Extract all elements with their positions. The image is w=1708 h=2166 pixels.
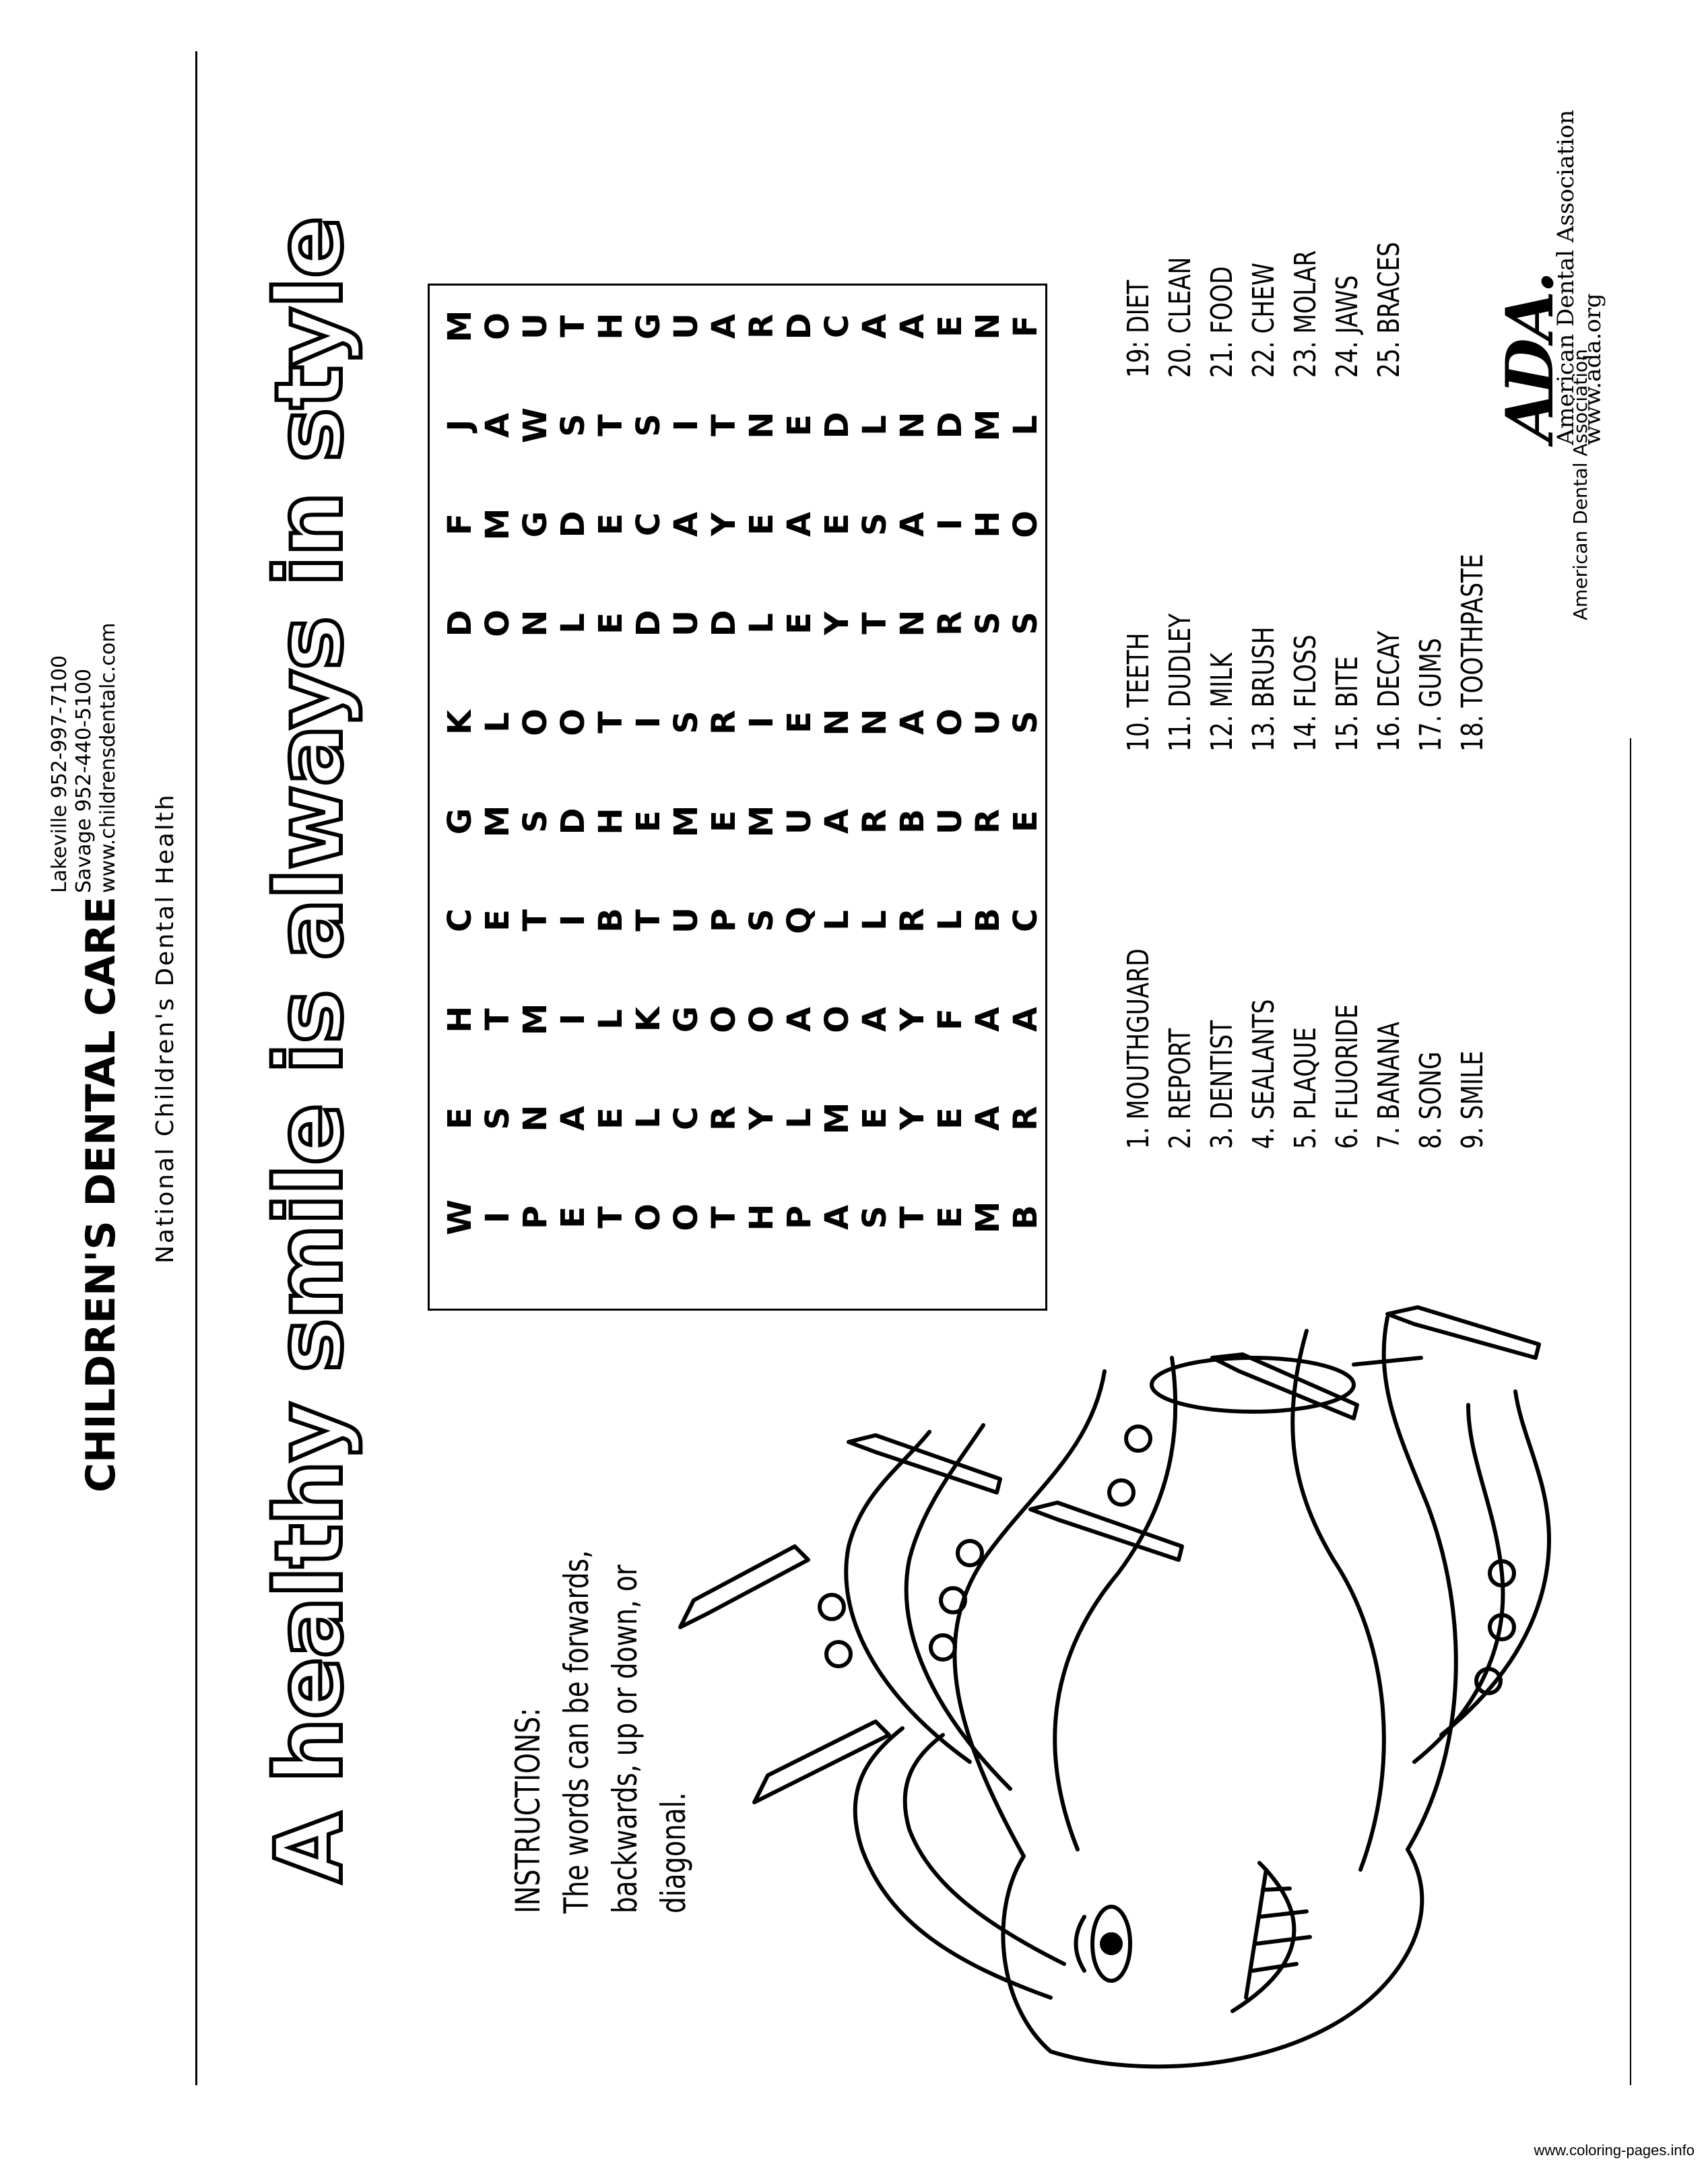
word-list-item: 20. CLEAN xyxy=(1163,257,1197,378)
grid-letter: R xyxy=(931,611,969,636)
grid-letter: S xyxy=(969,612,1007,635)
grid-letter: E xyxy=(856,1107,894,1129)
grid-letter: E xyxy=(931,1107,969,1129)
grid-letter: U xyxy=(931,808,969,834)
grid-letter: H xyxy=(969,511,1007,538)
grid-letter: Y xyxy=(894,1107,931,1130)
word-list-item: 5. PLAQUE xyxy=(1288,1027,1323,1149)
grid-letter: M xyxy=(479,805,517,838)
savage-phone: Savage 952-440-5100 xyxy=(72,668,96,893)
word-list-column-3 xyxy=(1118,242,1410,378)
ada-block xyxy=(1552,110,1606,445)
grid-letter: E xyxy=(592,513,630,535)
magnifier-icon xyxy=(1152,1358,1354,1412)
grid-letter: N xyxy=(517,610,554,637)
grid-letter: U xyxy=(667,313,705,339)
word-list-item: 10. TEETH xyxy=(1121,632,1156,752)
grid-letter: E xyxy=(781,612,818,634)
word-list-item: 19: DIET xyxy=(1121,280,1156,378)
grid-letter: A xyxy=(705,313,743,339)
grid-letter: M xyxy=(441,310,479,343)
grid-letter: F xyxy=(931,1008,969,1030)
grid-letter: Q xyxy=(781,907,818,934)
instructions-heading: INSTRUCTIONS: xyxy=(508,1707,548,1913)
grid-letter: T xyxy=(554,315,592,337)
grid-letter: D xyxy=(554,808,592,835)
grid-letter: L xyxy=(554,613,592,634)
grid-letter: I xyxy=(479,1211,517,1224)
grid-letter: R xyxy=(894,908,931,933)
grid-letter: K xyxy=(441,709,479,735)
grid-letter: R xyxy=(856,809,894,834)
grid-letter: T xyxy=(592,414,630,436)
grid-letter: W xyxy=(517,407,554,443)
grid-letter: I xyxy=(931,518,969,531)
grid-letter: O xyxy=(1007,511,1045,538)
grid-letter: L xyxy=(781,1108,818,1129)
grid-letter: T xyxy=(517,909,554,931)
grid-letter: D xyxy=(630,610,667,637)
grid-letter: A xyxy=(969,1105,1007,1131)
lakeville-phone: Lakeville 952-997-7100 xyxy=(48,655,71,893)
grid-letter: U xyxy=(667,907,705,933)
grid-letter: M xyxy=(969,1201,1007,1234)
clinic-name: CHILDREN'S DENTAL CARE xyxy=(77,896,125,1492)
grid-letter: L xyxy=(630,1108,667,1129)
grid-letter: O xyxy=(667,1204,705,1231)
grid-letter: O xyxy=(479,610,517,637)
ada-url: www.ada.org xyxy=(1579,293,1606,445)
grid-letter: N xyxy=(856,709,894,736)
grid-letter: N xyxy=(743,412,781,439)
grid-letter: G xyxy=(667,1006,705,1033)
grid-letter: U xyxy=(969,709,1007,735)
word-list-item: 22. CHEW xyxy=(1247,263,1281,378)
grid-letter: B xyxy=(1007,1205,1045,1230)
grid-letter: C xyxy=(630,512,667,537)
grid-letter: E xyxy=(818,513,856,535)
grid-letter: N xyxy=(818,709,856,736)
grid-letter: T xyxy=(479,1008,517,1030)
grid-letter: S xyxy=(554,414,592,437)
word-list-item: 4. SEALANTS xyxy=(1247,999,1281,1149)
grid-letter: P xyxy=(517,1205,554,1230)
grid-letter: P xyxy=(781,1205,818,1230)
grid-letter: E xyxy=(1007,810,1045,832)
grid-letter: D xyxy=(931,412,969,439)
word-list-item: 21. FOOD xyxy=(1205,266,1239,378)
word-list-item: 13. BRUSH xyxy=(1247,626,1281,752)
grid-letter: K xyxy=(630,1006,667,1032)
word-list-item: 15. BITE xyxy=(1330,656,1365,752)
grid-letter: L xyxy=(856,415,894,436)
grid-letter: R xyxy=(969,809,1007,834)
grid-letter: H xyxy=(592,808,630,835)
grid-letter: L xyxy=(931,910,969,931)
grid-letter: B xyxy=(894,809,931,834)
word-list-item: 6. FLUORIDE xyxy=(1330,1004,1365,1149)
grid-letter: O xyxy=(630,1204,667,1231)
instructions-line-1: The words can be forwards, xyxy=(557,1550,596,1913)
grid-letter: A xyxy=(856,313,894,339)
ada-logo: ADA. xyxy=(1492,273,1568,442)
grid-letter: G xyxy=(517,511,554,538)
grid-letter: A xyxy=(856,1006,894,1032)
page-title: A healthy smile is always in style xyxy=(257,217,363,1883)
grid-letter: U xyxy=(781,808,818,834)
grid-letter: F xyxy=(1007,315,1045,337)
grid-letter: S xyxy=(517,810,554,833)
grid-letter: A xyxy=(969,1006,1007,1032)
grid-letter: Y xyxy=(894,1008,931,1031)
grid-letter: E xyxy=(743,513,781,535)
grid-letter: T xyxy=(705,414,743,436)
instructions-line-3: diagonal. xyxy=(654,1792,693,1913)
grid-letter: D xyxy=(818,412,856,439)
grid-letter: S xyxy=(479,1107,517,1130)
grid-letter: A xyxy=(479,412,517,438)
word-list-item: 24. JAWS xyxy=(1330,275,1365,378)
grid-letter: A xyxy=(781,1006,818,1032)
grid-letter: D xyxy=(441,610,479,637)
grid-letter: O xyxy=(818,1006,856,1033)
grid-letter: C xyxy=(818,314,856,339)
grid-letter: B xyxy=(592,908,630,933)
grid-letter: E xyxy=(554,1206,592,1228)
clinic-website: www.childrensdentalc.com xyxy=(96,622,120,893)
grid-letter: U xyxy=(517,313,554,339)
grid-letter: C xyxy=(1007,908,1045,933)
grid-letter: A xyxy=(894,313,931,339)
word-search-grid xyxy=(441,277,1045,1267)
grid-letter: T xyxy=(894,1206,931,1228)
grid-letter: M xyxy=(743,805,781,838)
grid-letter: M xyxy=(517,1003,554,1036)
grid-letter: I xyxy=(743,716,781,729)
word-list-item: 17. GUMS xyxy=(1414,638,1448,752)
grid-letter: C xyxy=(441,908,479,933)
grid-letter: A xyxy=(667,511,705,537)
grid-letter: L xyxy=(1007,415,1045,436)
grid-letter: S xyxy=(1007,612,1045,635)
grid-letter: S xyxy=(856,513,894,536)
word-list-item: 9. SMILE xyxy=(1455,1051,1490,1149)
grid-letter: E xyxy=(781,711,818,733)
grid-letter: D xyxy=(781,313,818,340)
grid-letter: R xyxy=(743,314,781,339)
grid-letter: E xyxy=(479,909,517,931)
grid-letter: D xyxy=(705,610,743,637)
grid-letter: A xyxy=(894,709,931,735)
grid-letter: S xyxy=(667,711,705,734)
grid-letter: S xyxy=(630,414,667,437)
grid-letter: M xyxy=(818,1102,856,1135)
word-list-item: 1. MOUTHGUARD xyxy=(1121,948,1156,1149)
watermark: www.coloring-pages.info xyxy=(1534,2142,1695,2159)
grid-letter: C xyxy=(667,1106,705,1131)
grid-letter: E xyxy=(931,315,969,337)
grid-letter: L xyxy=(818,910,856,931)
grid-letter: A xyxy=(554,1105,592,1131)
word-list-item: 8. SONG xyxy=(1414,1051,1448,1149)
grid-letter: P xyxy=(705,908,743,933)
grid-letter: A xyxy=(818,1204,856,1230)
grid-letter: E xyxy=(592,612,630,634)
word-list-column-1 xyxy=(1118,948,1494,1149)
grid-letter: I xyxy=(554,1013,592,1026)
grid-letter: T xyxy=(705,1206,743,1228)
grid-letter: O xyxy=(479,313,517,340)
grid-letter: A xyxy=(894,511,931,537)
word-list-item: 25. BRACES xyxy=(1372,242,1406,378)
grid-letter: Y xyxy=(705,513,743,536)
grid-letter: O xyxy=(517,709,554,736)
grid-letter: T xyxy=(592,711,630,733)
word-list-item: 16. DECAY xyxy=(1372,630,1406,752)
word-list-item: 2. REPORT xyxy=(1163,1028,1197,1149)
grid-letter: G xyxy=(630,313,667,340)
grid-letter: S xyxy=(856,1206,894,1229)
grid-letter: Y xyxy=(818,612,856,635)
word-list-item: 11. DUDLEY xyxy=(1163,613,1197,752)
grid-letter: A xyxy=(818,808,856,834)
grid-letter: O xyxy=(743,1006,781,1033)
octopus-dentist-icon xyxy=(0,1257,1708,2166)
word-list-item: 3. DENTIST xyxy=(1205,1020,1239,1149)
grid-letter: H xyxy=(592,313,630,340)
word-list-column-2 xyxy=(1118,554,1494,752)
grid-letter: A xyxy=(781,511,818,537)
grid-letter: O xyxy=(554,709,592,736)
grid-letter: D xyxy=(554,511,592,538)
grid-letter: O xyxy=(705,1006,743,1033)
grid-letter: E xyxy=(441,1107,479,1129)
grid-letter: W xyxy=(441,1200,479,1235)
ada-name: American Dental Association xyxy=(1552,110,1579,445)
grid-letter: O xyxy=(931,709,969,736)
octopus-head-outline xyxy=(1051,1849,1422,2066)
grid-letter: A xyxy=(1007,1006,1045,1032)
subtitle: National Children's Dental Health xyxy=(152,793,179,1264)
grid-letter: M xyxy=(479,508,517,541)
grid-letter: S xyxy=(743,909,781,932)
grid-letter: T xyxy=(856,612,894,634)
word-list-item: 14. FLOSS xyxy=(1288,634,1323,752)
grid-letter: E xyxy=(931,1206,969,1228)
grid-letter: R xyxy=(1007,1106,1045,1131)
grid-letter: B xyxy=(969,908,1007,933)
grid-letter: I xyxy=(554,914,592,927)
grid-letter: R xyxy=(705,1106,743,1131)
word-list-item: 12. MILK xyxy=(1205,653,1239,752)
grid-letter: N xyxy=(969,313,1007,340)
grid-letter: L xyxy=(479,712,517,733)
grid-letter: E xyxy=(781,414,818,436)
grid-letter: M xyxy=(667,805,705,838)
grid-letter: N xyxy=(894,610,931,637)
grid-letter: I xyxy=(630,716,667,729)
grid-letter: H xyxy=(441,1006,479,1033)
word-list-item: 23. MOLAR xyxy=(1288,250,1323,378)
grid-letter: E xyxy=(592,1107,630,1129)
grid-letter: H xyxy=(743,1204,781,1231)
grid-letter: T xyxy=(592,1206,630,1228)
grid-letter: U xyxy=(667,610,705,636)
instructions-line-2: backwards, up or down, or xyxy=(605,1565,645,1913)
grid-letter: T xyxy=(630,909,667,931)
grid-letter: F xyxy=(441,513,479,535)
grid-letter: S xyxy=(1007,711,1045,734)
footer-association: American Dental Association xyxy=(1569,349,1591,620)
grid-letter: E xyxy=(630,810,667,832)
grid-letter: L xyxy=(856,910,894,931)
word-list-item: 7. BANANA xyxy=(1372,1022,1406,1149)
grid-letter: J xyxy=(441,419,479,432)
grid-letter: R xyxy=(705,710,743,735)
grid-letter: L xyxy=(592,1009,630,1030)
word-list-item: 18. TOOTHPASTE xyxy=(1455,554,1490,752)
grid-letter: G xyxy=(441,808,479,835)
grid-letter: E xyxy=(705,810,743,832)
grid-letter: M xyxy=(969,409,1007,442)
grid-letter: L xyxy=(743,613,781,634)
grid-letter: N xyxy=(517,1105,554,1132)
grid-letter: I xyxy=(667,419,705,432)
grid-letter: N xyxy=(894,412,931,439)
grid-letter: Y xyxy=(743,1107,781,1130)
